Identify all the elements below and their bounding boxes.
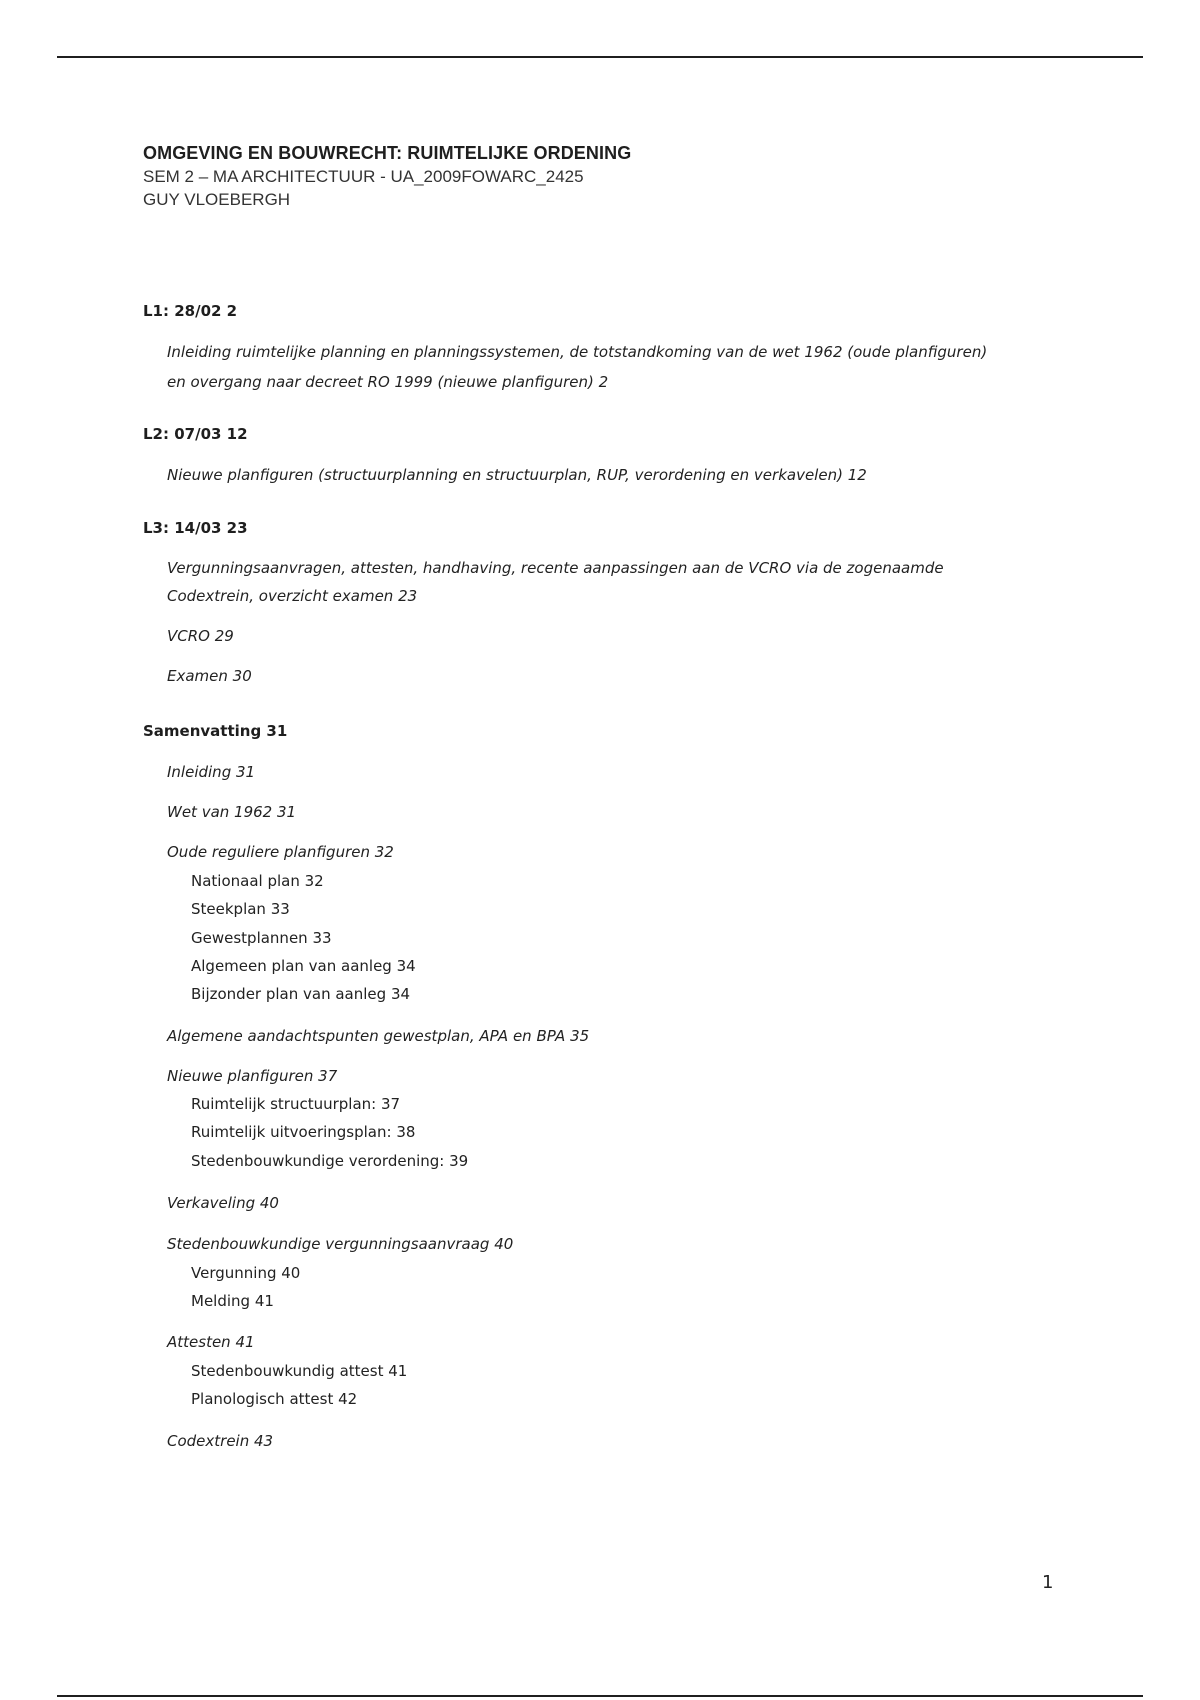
toc-entry-l3-line1[interactable]: Vergunningsaanvragen, attesten, handhaving, recente aanpassingen aan de VCRO via de zogenaamde <box>167 559 944 577</box>
toc-heading-l1[interactable]: L1: 28/02 2 <box>143 302 238 320</box>
author-name: GUY VLOEBERGH <box>143 190 291 209</box>
toc-entry-vergunningsaanvraag[interactable]: Stedenbouwkundige vergunningsaanvraag 40 <box>167 1235 514 1253</box>
toc-heading-samenvatting[interactable]: Samenvatting 31 <box>143 722 288 740</box>
toc-subentry-structuurplan[interactable]: Ruimtelijk structuurplan: 37 <box>191 1095 401 1113</box>
toc-subentry-uitvoeringsplan[interactable]: Ruimtelijk uitvoeringsplan: 38 <box>191 1123 416 1141</box>
toc-entry-examen[interactable]: Examen 30 <box>167 667 252 685</box>
page-number: 1 <box>1042 1572 1054 1593</box>
toc-subentry-verordening[interactable]: Stedenbouwkundige verordening: 39 <box>191 1152 469 1170</box>
toc-subentry-sb-attest[interactable]: Stedenbouwkundig attest 41 <box>191 1362 408 1380</box>
toc-subentry-plan-attest[interactable]: Planologisch attest 42 <box>191 1390 358 1408</box>
toc-entry-inleiding[interactable]: Inleiding 31 <box>167 763 256 781</box>
toc-subentry-steekplan[interactable]: Steekplan 33 <box>191 900 290 918</box>
toc-subentry-apa[interactable]: Algemeen plan van aanleg 34 <box>191 957 416 975</box>
toc-entry-wet-1962[interactable]: Wet van 1962 31 <box>167 803 297 821</box>
toc-entry-aandachtspunten[interactable]: Algemene aandachtspunten gewestplan, APA en BPA 35 <box>167 1027 590 1045</box>
toc-entry-l3-line2[interactable]: Codextrein, overzicht examen 23 <box>167 587 418 605</box>
toc-subentry-vergunning[interactable]: Vergunning 40 <box>191 1264 301 1282</box>
toc-entry-l1-line2[interactable]: en overgang naar decreet RO 1999 (nieuwe planfiguren) 2 <box>167 373 609 391</box>
toc-entry-l2[interactable]: Nieuwe planfiguren (structuurplanning en structuurplan, RUP, verordening en verkavelen) 12 <box>167 466 867 484</box>
document-header <box>143 143 631 210</box>
toc-entry-oude-planfiguren[interactable]: Oude reguliere planfiguren 32 <box>167 843 394 861</box>
header-rule <box>57 56 1143 58</box>
toc-subentry-nationaal-plan[interactable]: Nationaal plan 32 <box>191 872 324 890</box>
footer-rule <box>57 1695 1143 1697</box>
toc-entry-nieuwe-planfiguren[interactable]: Nieuwe planfiguren 37 <box>167 1067 338 1085</box>
toc-entry-l1-line1[interactable]: Inleiding ruimtelijke planning en planningssystemen, de totstandkoming van de wet 1962 (oude planfiguren) <box>167 343 988 361</box>
course-line: SEM 2 – MA ARCHITECTUUR - UA_2009FOWARC_2425 <box>143 167 584 186</box>
toc-entry-attesten[interactable]: Attesten 41 <box>167 1333 255 1351</box>
toc-subentry-gewestplannen[interactable]: Gewestplannen 33 <box>191 929 332 947</box>
toc-entry-verkaveling[interactable]: Verkaveling 40 <box>167 1194 279 1212</box>
toc-heading-l3[interactable]: L3: 14/03 23 <box>143 519 248 537</box>
toc-entry-codextrein[interactable]: Codextrein 43 <box>167 1432 274 1450</box>
toc-subentry-melding[interactable]: Melding 41 <box>191 1292 274 1310</box>
toc-heading-l2[interactable]: L2: 07/03 12 <box>143 425 248 443</box>
document-title: OMGEVING EN BOUWRECHT: RUIMTELIJKE ORDENING <box>143 143 632 163</box>
toc-subentry-bpa[interactable]: Bijzonder plan van aanleg 34 <box>191 985 411 1003</box>
toc-entry-vcro[interactable]: VCRO 29 <box>167 627 234 645</box>
